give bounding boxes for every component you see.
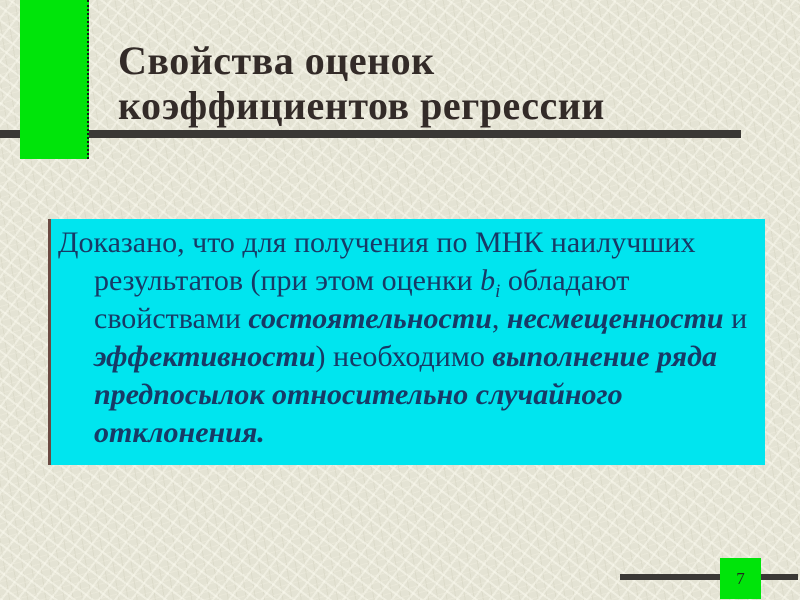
footer-line [620,574,798,580]
content-box [48,219,765,465]
slide-title [118,38,605,128]
decor-green-bar [20,0,89,159]
title-line-2: коэффициентов регрессии [118,83,605,128]
title-underline-rule [0,130,741,138]
body-text: Доказано, что для получения по МНК наилучших результатов (при этом оценки $b_i$ обладают свойствами состоятельности, несмещенности и эффективности) необходимо выполнение ряда предпосылок относительно случайного отклонения. [58,226,748,449]
page-number: 7 [736,568,745,588]
title-line-1: Свойства оценок [118,38,435,83]
page-number-box [720,558,761,599]
